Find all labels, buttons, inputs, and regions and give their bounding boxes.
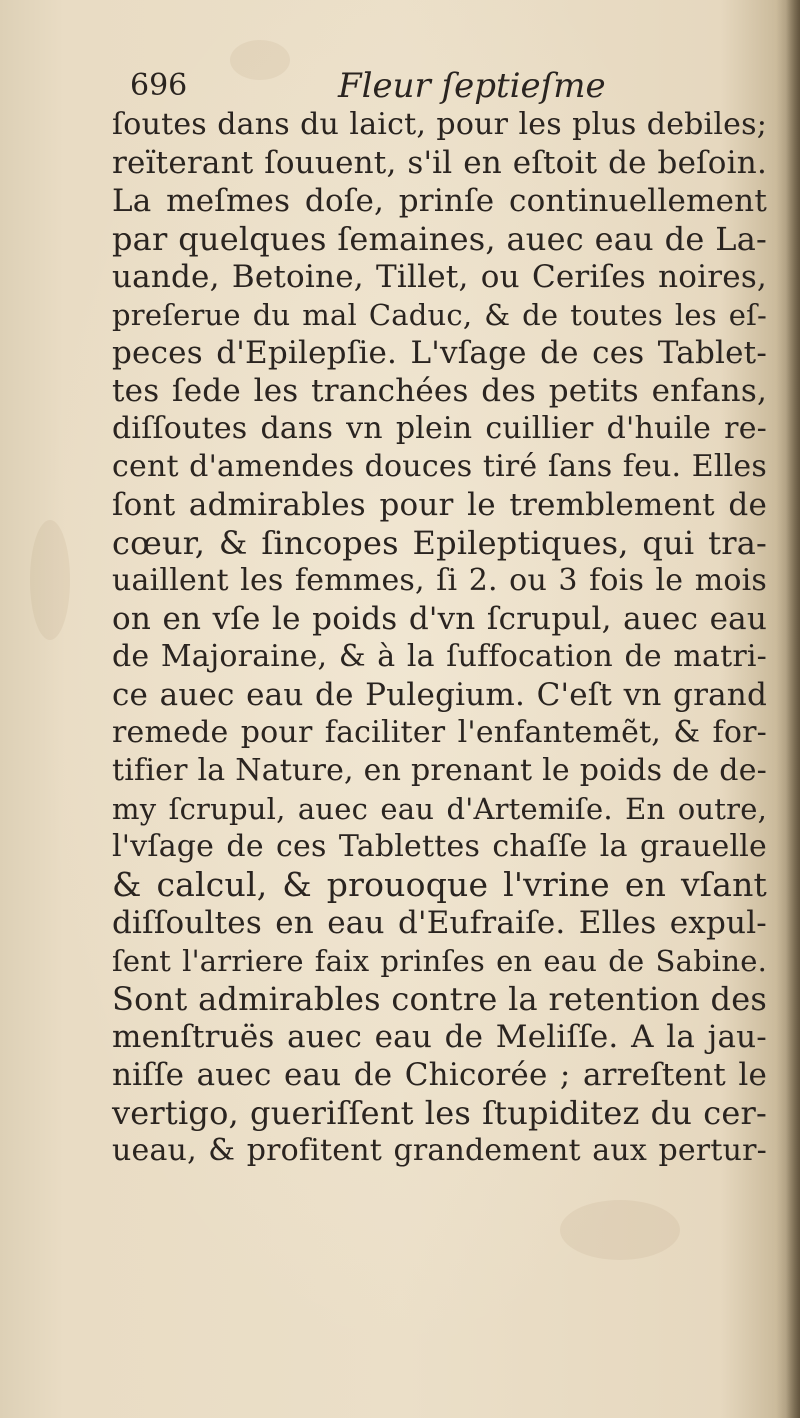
text-line: par quelques ſemaines, auec eau de La- [112,220,767,258]
text-line: menſtruës auec eau de Meliſſe. A la jau- [112,1019,767,1055]
page-number: 696 [130,68,188,103]
text-line: cœur, & ſincopes Epileptiques, qui tra- [112,524,767,562]
text-line: l'vſage de ces Tablettes chaſſe la grauelle [112,829,767,864]
text-line: ſoutes dans du laict, pour les plus debiles; [112,107,767,142]
text-line: preſerue du mal Caduc, & de toutes les eſ- [112,298,767,332]
body-text [112,106,767,1170]
paper-stain [30,520,70,640]
text-line: ſont admirables pour le tremblement de [112,487,767,523]
text-line: de Majoraine, & à la ſuffocation de matri- [112,639,767,674]
text-line: uaillent les femmes, ſi 2. ou 3 fois le mois [112,563,767,598]
text-line: remede pour faciliter l'enfantemẽt, & for- [112,715,767,750]
text-line: on en vſe le poids d'vn ſcrupul, auec eau [112,601,767,637]
text-line: tes ſede les tranchées des petits enfans, [112,373,767,409]
text-line: La meſmes doſe, prinſe continuellement [112,183,767,219]
text-line: peces d'Epilepſie. L'vſage de ces Tablet- [112,335,767,371]
text-line: niſſe auec eau de Chicorée ; arreſtent le [112,1057,767,1093]
paper-stain [560,1200,680,1260]
text-line: vertigo, gueriſſent les ſtupiditez du cer- [112,1094,767,1132]
text-line: reïterant ſouuent, s'il en eſtoit de beſoin. [112,145,767,181]
running-title: Fleur ſeptieſme [338,66,606,106]
page-edge-shadow [786,0,800,1418]
text-line: ce auec eau de Pulegium. C'eſt vn grand [112,677,767,713]
text-line: diſſoutes dans vn plein cuillier d'huile re- [112,411,767,446]
text-line: tifier la Nature, en prenant le poids de de- [112,753,767,788]
text-line: ſent l'arriere faix prinſes en eau de Sabine. [112,944,767,978]
text-line: Sont admirables contre la retention des [112,980,767,1018]
text-line: uande, Betoine, Tillet, ou Ceriſes noires, [112,259,767,295]
text-line: ueau, & profitent grandement aux pertur- [112,1133,767,1168]
text-line: & calcul, & prouoque l'vrine en vſant [112,865,767,904]
text-line: diſſoultes en eau d'Eufraiſe. Elles expul- [112,905,767,941]
text-line: cent d'amendes douces tiré ſans feu. Elles [112,449,767,484]
page-header [130,66,650,106]
text-line: my ſcrupul, auec eau d'Artemiſe. En outre, [112,792,767,826]
